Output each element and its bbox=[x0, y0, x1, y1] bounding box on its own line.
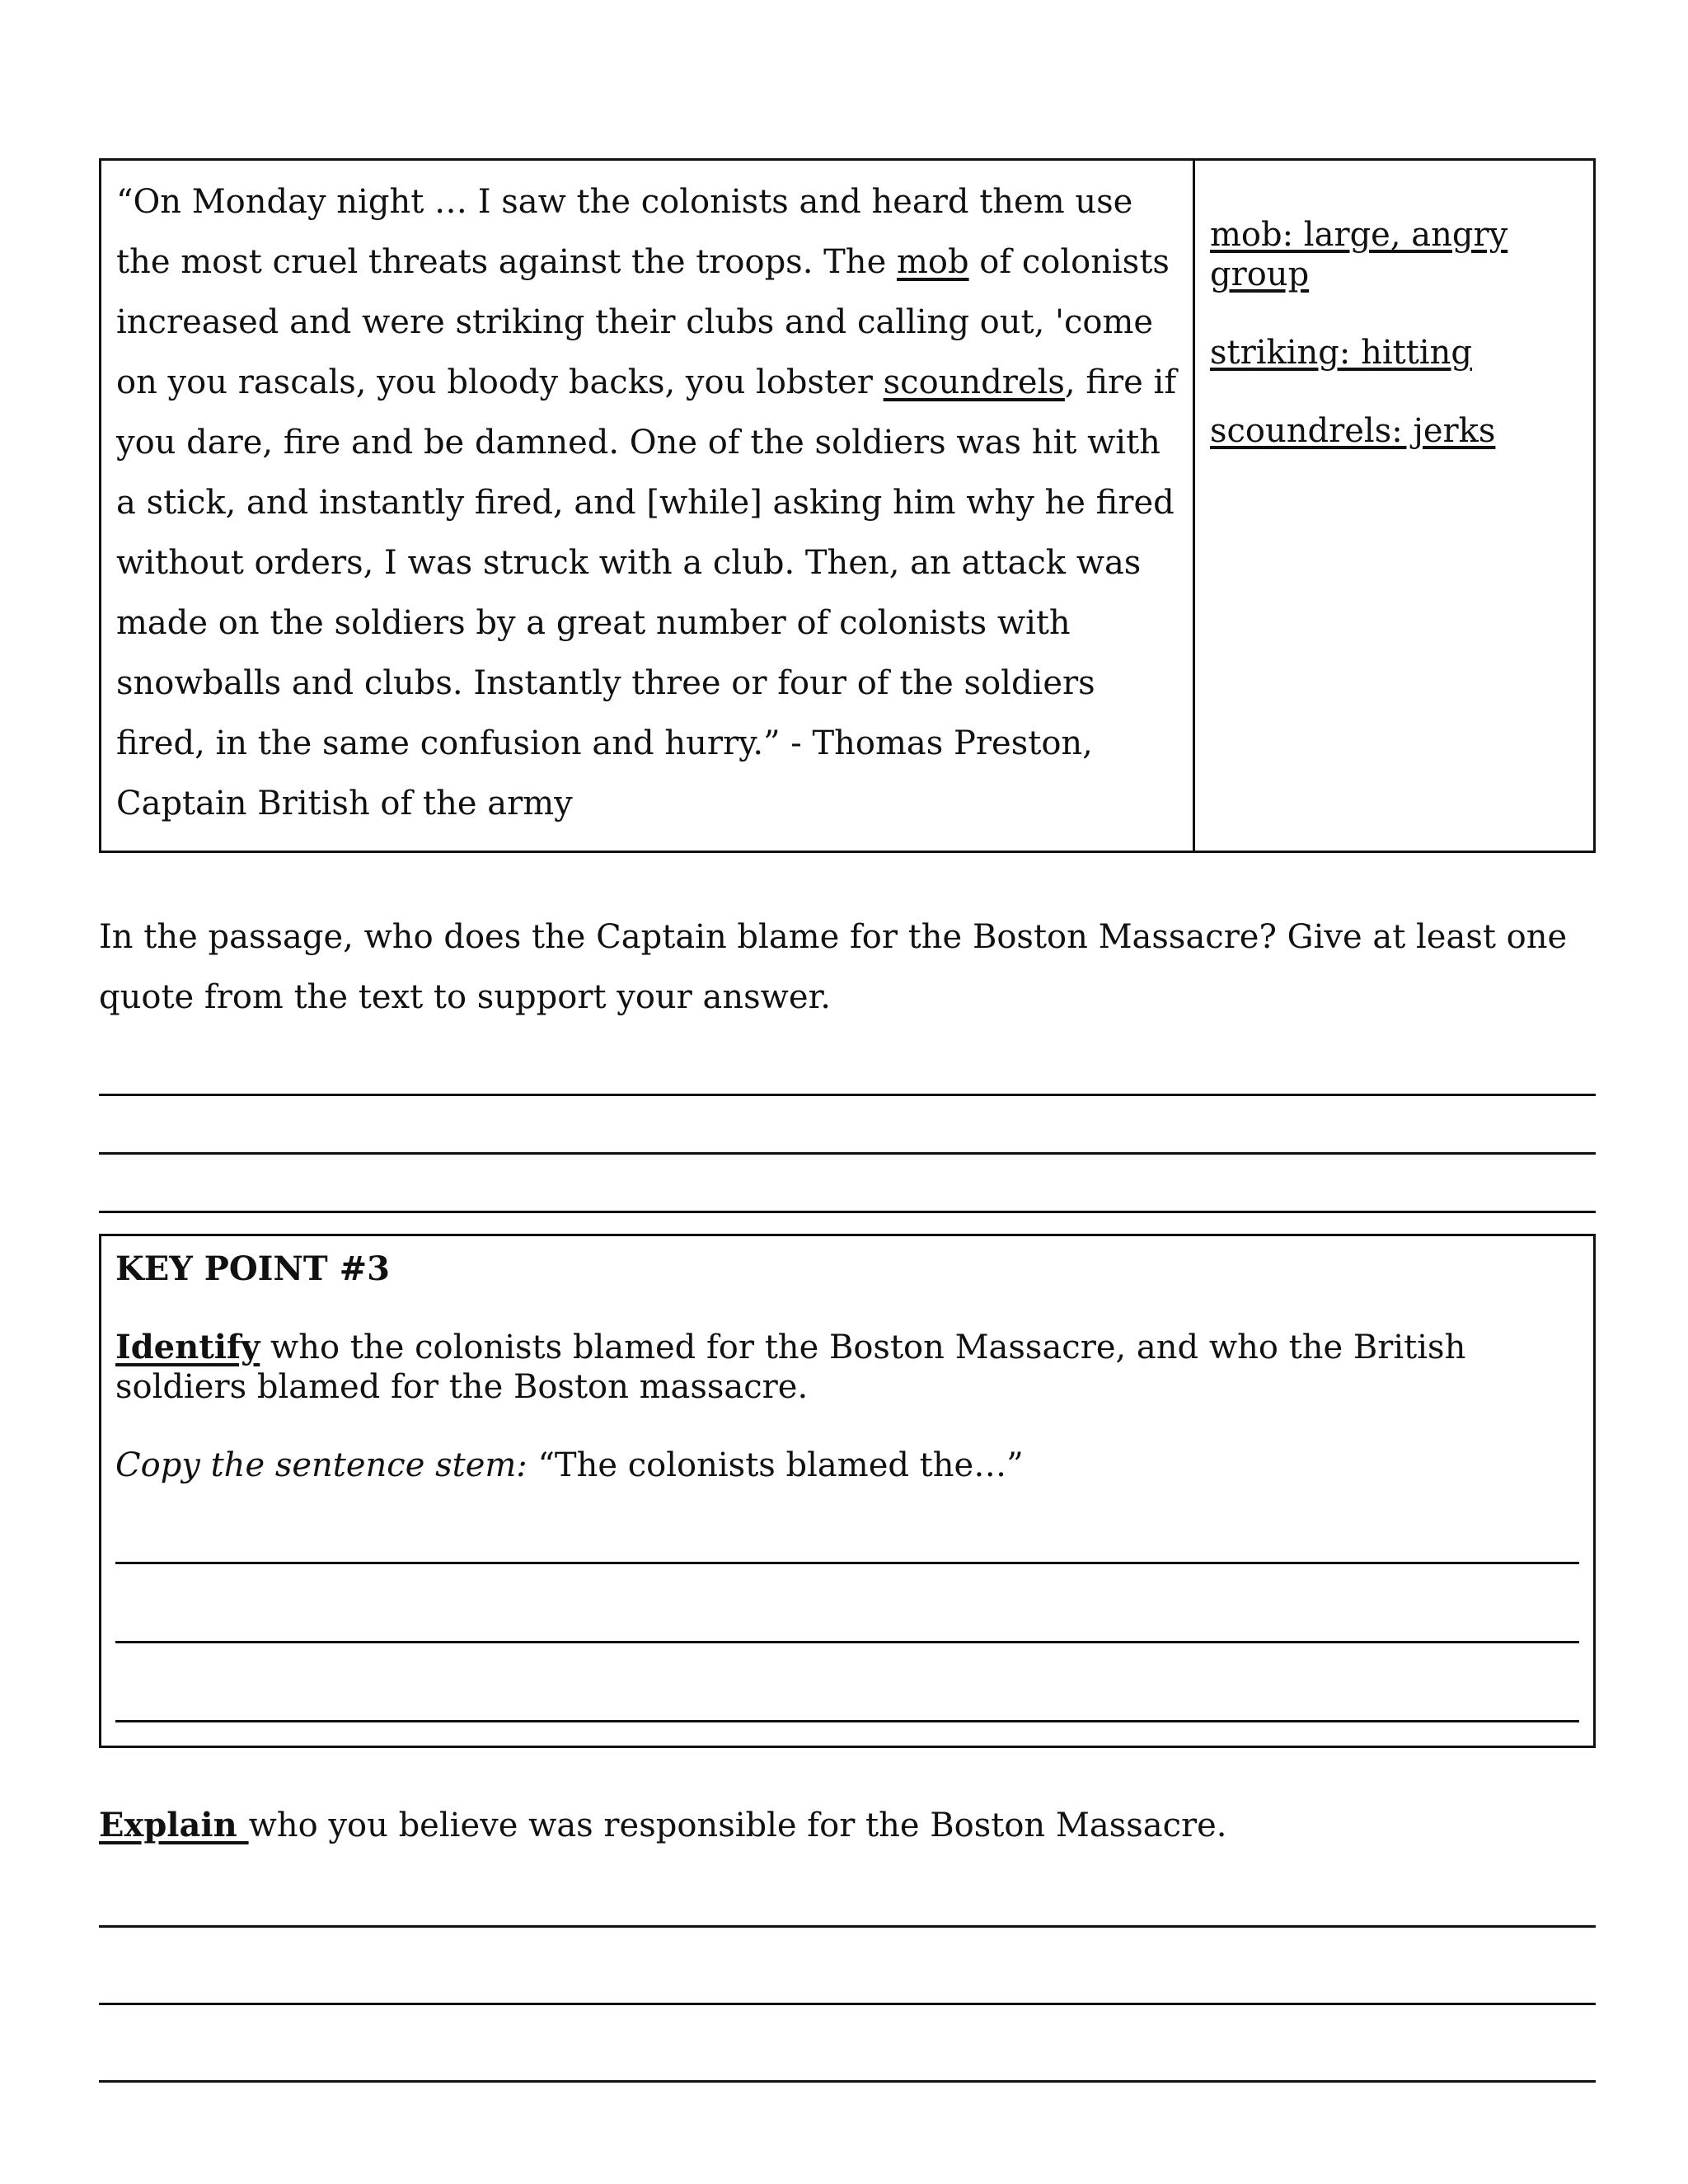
vocabulary-box bbox=[1195, 161, 1593, 851]
vocab-word-scoundrels: scoundrels bbox=[883, 363, 1065, 401]
quote-text-part-2: of colonists increased and were striking their clubs and calling out, 'come on you rascals, you bloody backs, you lobster bbox=[116, 243, 1170, 401]
identify-keyword: Identify bbox=[115, 1328, 260, 1366]
key-point-instruction bbox=[115, 1328, 1579, 1407]
answer-line[interactable] bbox=[115, 1485, 1579, 1564]
key-point-answer-lines bbox=[115, 1485, 1579, 1722]
vocab-definition-mob: mob: large, angry group bbox=[1210, 216, 1508, 293]
quote-text-part-3: , fire if you dare, fire and be damned. One of the soldiers was hit with a stick, and instantly fired, and [while] asking him why he fired without orders, I was struck with a club. Then, an attack was made on the soldiers by a great number of colonists with snowballs and clubs. Instantly three or four of the soldiers fired, in the same confusion and hurry.” - Thomas Preston, Captain British of the army bbox=[116, 363, 1177, 823]
key-point-title: KEY POINT #3 bbox=[115, 1249, 390, 1288]
question-answer-lines bbox=[99, 1038, 1596, 1213]
answer-line[interactable] bbox=[99, 1155, 1596, 1213]
explain-prompt bbox=[99, 1801, 1596, 1850]
quote-table bbox=[99, 158, 1596, 853]
answer-line[interactable] bbox=[99, 1096, 1596, 1155]
sentence-stem bbox=[115, 1446, 1579, 1485]
explain-answer-lines bbox=[99, 1850, 1596, 2083]
sentence-stem-label: Copy the sentence stem: bbox=[115, 1446, 528, 1484]
question-captain-blame: In the passage, who does the Captain blame for the Boston Massacre? Give at least one quote from the text to support your answer. bbox=[99, 918, 1568, 1016]
answer-line[interactable] bbox=[99, 1928, 1596, 2005]
quote-text-part-1: “On Monday night … I saw the colonists and heard them use the most cruel threats against the troops. The bbox=[116, 183, 1133, 281]
primary-source-quote bbox=[101, 161, 1195, 851]
vocab-word-mob: mob bbox=[896, 243, 969, 281]
answer-line[interactable] bbox=[115, 1643, 1579, 1722]
explain-keyword: Explain bbox=[99, 1806, 249, 1844]
explain-prompt-text: who you believe was responsible for the Boston Massacre. bbox=[248, 1807, 1227, 1844]
answer-line[interactable] bbox=[99, 1850, 1596, 1928]
identify-instruction-text: who the colonists blamed for the Boston Massacre, and who the British soldiers blamed for the Boston massacre. bbox=[115, 1329, 1466, 1406]
vocab-definition-striking: striking: hitting bbox=[1210, 334, 1472, 372]
sentence-stem-text: “The colonists blamed the…” bbox=[527, 1446, 1024, 1484]
answer-line[interactable] bbox=[115, 1564, 1579, 1643]
vocab-definition-scoundrels: scoundrels: jerks bbox=[1210, 412, 1496, 450]
answer-line[interactable] bbox=[99, 2005, 1596, 2083]
answer-line[interactable] bbox=[99, 1038, 1596, 1096]
key-point-box bbox=[99, 1234, 1596, 1748]
worksheet-page bbox=[99, 158, 1596, 2083]
